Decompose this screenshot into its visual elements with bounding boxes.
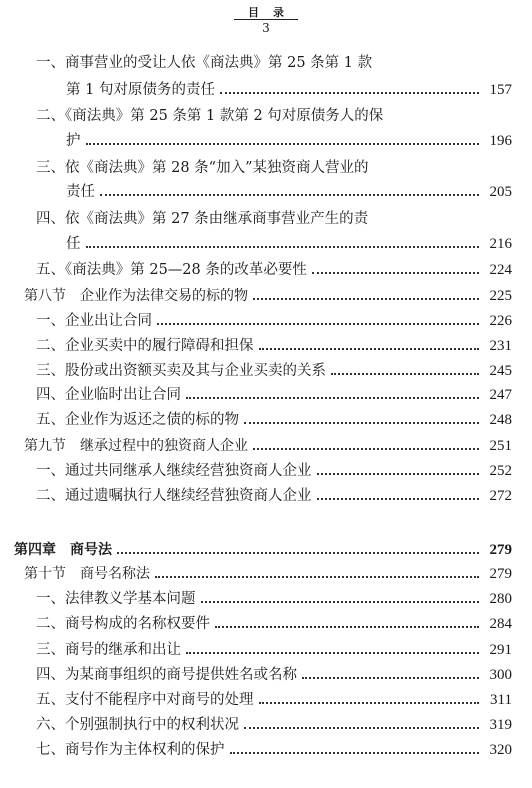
toc-page-number: 319: [489, 717, 512, 733]
leader-dots: [220, 92, 479, 94]
toc-section-text: 第九节 继承过程中的独资商人企业: [24, 438, 248, 454]
page-number: 3: [262, 21, 270, 35]
toc-entry-9[interactable]: [36, 385, 512, 405]
toc-page-number: 157: [489, 82, 512, 98]
leader-dots: [157, 323, 479, 325]
leader-dots: [100, 194, 479, 196]
page-header: [0, 6, 532, 35]
leader-dots: [244, 727, 479, 729]
toc-entry-text: 责任: [66, 184, 95, 200]
toc-entry-text: 第 1 句对原债务的责任: [66, 82, 215, 98]
leader-dots: [230, 752, 480, 754]
toc-entry-5[interactable]: [36, 260, 512, 280]
leader-dots: [186, 652, 479, 654]
toc-entry-3[interactable]: [66, 182, 512, 202]
toc-page-number: 280: [489, 591, 512, 607]
toc-entry-1-line1: 一、商事营业的受让人依《商法典》第 25 条第 1 款: [36, 55, 373, 71]
toc-entry-text: 二、通过遗嘱执行人继续经营独资商人企业: [36, 488, 312, 504]
toc-entry-text: 五、《商法典》第 25—28 条的改革必要性: [36, 262, 307, 278]
leader-dots: [215, 626, 479, 628]
toc-entry-text: 任: [66, 236, 81, 252]
toc-page-number: 224: [489, 262, 512, 278]
toc-page-number: 284: [489, 616, 512, 632]
leader-dots: [86, 246, 480, 248]
leader-dots: [117, 552, 479, 554]
toc-entry-11[interactable]: [36, 461, 512, 481]
toc-page-number: 252: [489, 463, 512, 479]
toc-entry-13[interactable]: [36, 589, 512, 609]
toc-entry-7[interactable]: [36, 336, 512, 356]
toc-entry-text: 二、商号构成的名称权要件: [36, 616, 210, 632]
toc-entry-text: 护: [66, 133, 81, 149]
toc-entry-15[interactable]: [36, 640, 512, 660]
toc-page-number: 226: [489, 313, 512, 329]
toc-section-8[interactable]: [24, 286, 512, 306]
toc-page-number: 311: [490, 692, 512, 708]
leader-dots: [312, 272, 479, 274]
toc-entry-12[interactable]: [36, 486, 512, 506]
toc-entry-text: 六、个别强制执行中的权利状况: [36, 717, 239, 733]
leader-dots: [253, 298, 479, 300]
toc-entry-text: 二、企业买卖中的履行障碍和担保: [36, 338, 254, 354]
toc-page-number: 291: [489, 642, 512, 658]
toc-page-number: 196: [489, 133, 512, 149]
toc-page-number: 231: [489, 338, 512, 354]
toc-page-number: 279: [489, 566, 512, 582]
toc-entry-4-line1: 四、依《商法典》第 27 条由继承商事营业产生的责: [36, 211, 369, 227]
toc-page-number: 272: [489, 488, 512, 504]
toc-page-number: 245: [489, 363, 512, 379]
toc-page-number: 205: [489, 184, 512, 200]
toc-entry-2[interactable]: [66, 131, 512, 151]
leader-dots: [253, 448, 479, 450]
toc-entry-text: 三、股份或出资额买卖及其与企业买卖的关系: [36, 363, 326, 379]
leader-dots: [317, 498, 480, 500]
toc-entry-text: 五、支付不能程序中对商号的处理: [36, 692, 254, 708]
leader-dots: [331, 373, 479, 375]
leader-dots: [259, 702, 480, 704]
toc-section-9[interactable]: [24, 436, 512, 456]
toc-page-number: 225: [489, 288, 512, 304]
toc-entry-6[interactable]: [36, 311, 512, 331]
toc-page-number: 248: [489, 412, 512, 428]
toc-title: 目录: [234, 6, 298, 20]
toc-entry-text: 一、法律教义学基本问题: [36, 591, 196, 607]
toc-page-number: 279: [489, 542, 512, 558]
toc-entry-text: 五、企业作为返还之债的标的物: [36, 412, 239, 428]
toc-entry-4[interactable]: [66, 234, 512, 254]
toc-entry-1[interactable]: [66, 80, 512, 100]
toc-entry-text: 四、为某商事组织的商号提供姓名或名称: [36, 667, 297, 683]
leader-dots: [302, 677, 479, 679]
toc-entry-text: 一、企业出让合同: [36, 313, 152, 329]
toc-entry-17[interactable]: [36, 690, 512, 710]
toc-page-number: 251: [489, 438, 512, 454]
leader-dots: [86, 143, 480, 145]
toc-page-number: 320: [489, 742, 512, 758]
leader-dots: [317, 473, 480, 475]
toc-page-number: 300: [489, 667, 512, 683]
toc-entry-text: 七、商号作为主体权利的保护: [36, 742, 225, 758]
toc-section-10[interactable]: [24, 564, 512, 584]
toc-entry-text: 四、企业临时出让合同: [36, 387, 181, 403]
toc-chapter-4[interactable]: [14, 540, 512, 560]
toc-section-text: 第十节 商号名称法: [24, 566, 150, 582]
toc-page-number: 247: [489, 387, 512, 403]
toc-page-number: 216: [489, 236, 512, 252]
leader-dots: [155, 576, 479, 578]
leader-dots: [186, 397, 479, 399]
toc-entry-18[interactable]: [36, 715, 512, 735]
toc-entry-10[interactable]: [36, 410, 512, 430]
toc-section-text: 第八节 企业作为法律交易的标的物: [24, 288, 248, 304]
toc-entry-text: 一、通过共同继承人继续经营独资商人企业: [36, 463, 312, 479]
toc-entry-16[interactable]: [36, 665, 512, 685]
leader-dots: [259, 348, 480, 350]
toc-entry-3-line1: 三、依《商法典》第 28 条“加入”某独资商人营业的: [36, 160, 369, 176]
toc-chapter-text: 第四章 商号法: [14, 542, 112, 558]
leader-dots: [201, 601, 480, 603]
toc-entry-14[interactable]: [36, 614, 512, 634]
leader-dots: [244, 422, 479, 424]
toc-entry-text: 三、商号的继承和出让: [36, 642, 181, 658]
toc-entry-19[interactable]: [36, 740, 512, 760]
toc-entry-2-line1: 二、《商法典》第 25 条第 1 款第 2 句对原债务人的保: [36, 108, 384, 124]
toc-entry-8[interactable]: [36, 361, 512, 381]
